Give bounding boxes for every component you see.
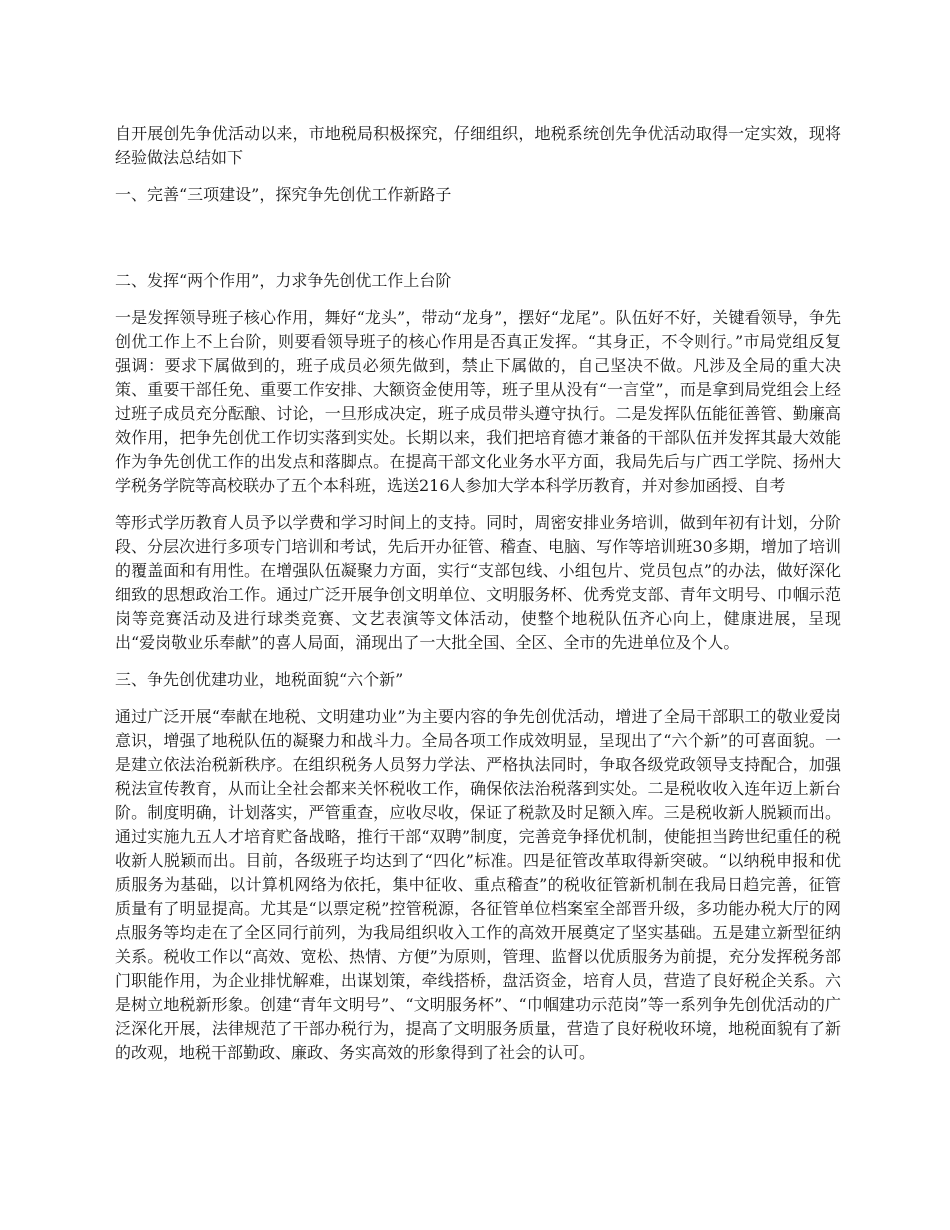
section-2-heading: 二、发挥“两个作用”，力求争先创优工作上台阶: [115, 271, 452, 290]
document-page: [115, 122, 841, 1065]
section-2-paragraph-1: 一是发挥领导班子核心作用，舞好“龙头”，带动“龙身”，摆好“龙尾”。队伍好不好，关键看领导，争先创优工作上不上台阶，则要看领导班子的核心作用是否真正发挥。“其身正，不令则行。”市局党组反复强调：要求下属做到的，班子成员必须先做到，禁止下属做的，自己坚决不做。凡涉及全局的重大决策、重要干部任免、重要工作安排、大额资金使用等，班子里从没有“一言堂”，而是拿到局党组会上经过班子成员充分酝酿、讨论，一旦形成决定，班子成员带头遵守执行。二是发挥队伍能征善管、勤廉高效作用，把争先创优工作切实落到实处。长期以来，我们把培育德才兼备的干部队伍并发挥其最大效能作为争先创优工作的出发点和落脚点。在提高干部文化业务水平方面，我局先后与广西工学院、扬州大学税务学院等高校联办了五个本科班，选送216人参加大学本科学历教育，并对参加函授、自考: [115, 308, 841, 495]
section-3-paragraph: 通过广泛开展“奉献在地税、文明建功业”为主要内容的争先创优活动，增进了全局干部职工的敬业爱岗意识，增强了地税队伍的凝聚力和战斗力。全局各项工作成效明显，呈现出了“六个新”的可喜面貌。一是建立依法治税新秩序。在组织税务人员努力学法、严格执法同时，争取各级党政领导支持配合，加强税法宣传教育，从而让全社会都来关怀税收工作，确保依法治税落到实处。二是税收收入连年迈上新台阶。制度明确，计划落实，严管重查，应收尽收，保证了税款及时足额入库。三是税收新人脱颖而出。通过实施九五人才培育贮备战略，推行干部“双聘”制度，完善竞争择优机制，使能担当跨世纪重任的税收新人脱颖而出。目前，各级班子均达到了“四化”标准。四是征管改革取得新突破。“以纳税申报和优质服务为基础，以计算机网络为依托，集中征收、重点稽查”的税收征管新机制在我局日趋完善，征管质量有了明显提高。尤其是“以票定税”控管税源，各征管单位档案室全部晋升级，多功能办税大厅的网点服务等均走在了全区同行前列，为我局组织收入工作的高效开展奠定了坚实基础。五是建立新型征纳关系。税收工作以“高效、宽松、热情、方便”为原则，管理、监督以优质服务为前提，充分发挥税务部门职能作用，为企业排忧解难，出谋划策，牵线搭桥，盘活资金，培育人员，营造了良好税企关系。六是树立地税新形象。创建“青年文明号”、“文明服务杯”、“巾帼建功示范岗”等一系列争先创优活动的广泛深化开展，法律规范了干部办税行为，提高了文明服务质量，营造了良好税收环境，地税面貌有了新的改观，地税干部勤政、廉政、务实高效的形象得到了社会的认可。: [115, 707, 841, 1062]
section-1-heading: 一、完善“三项建设”，探究争先创优工作新路子: [115, 185, 452, 204]
section-2-paragraph-2: 等形式学历教育人员予以学费和学习时间上的支持。同时，周密安排业务培训，做到年初有计划，分阶段、分层次进行多项专门培训和考试，先后开办征管、稽查、电脑、写作等培训班30多期，增加了培训的覆盖面和有用性。在增强队伍凝聚力方面，实行“支部包线、小组包片、党员包点”的办法，做好深化细致的思想政治工作。通过广泛开展争创文明单位、文明服务杯、优秀党支部、青年文明号、巾帼示范岗等竞赛活动及进行球类竞赛、文艺表演等文体活动，使整个地税队伍齐心向上，健康进展，呈现出“爱岗敬业乐奉献”的喜人局面，涌现出了一大批全国、全区、全市的先进单位及个人。: [115, 513, 841, 652]
intro-paragraph: 自开展创先争优活动以来，市地税局积极探究，仔细组织，地税系统创先争优活动取得一定实效，现将经验做法总结如下: [115, 124, 841, 167]
section-3-heading: 三、争先创优建功业，地税面貌“六个新”: [115, 670, 404, 689]
